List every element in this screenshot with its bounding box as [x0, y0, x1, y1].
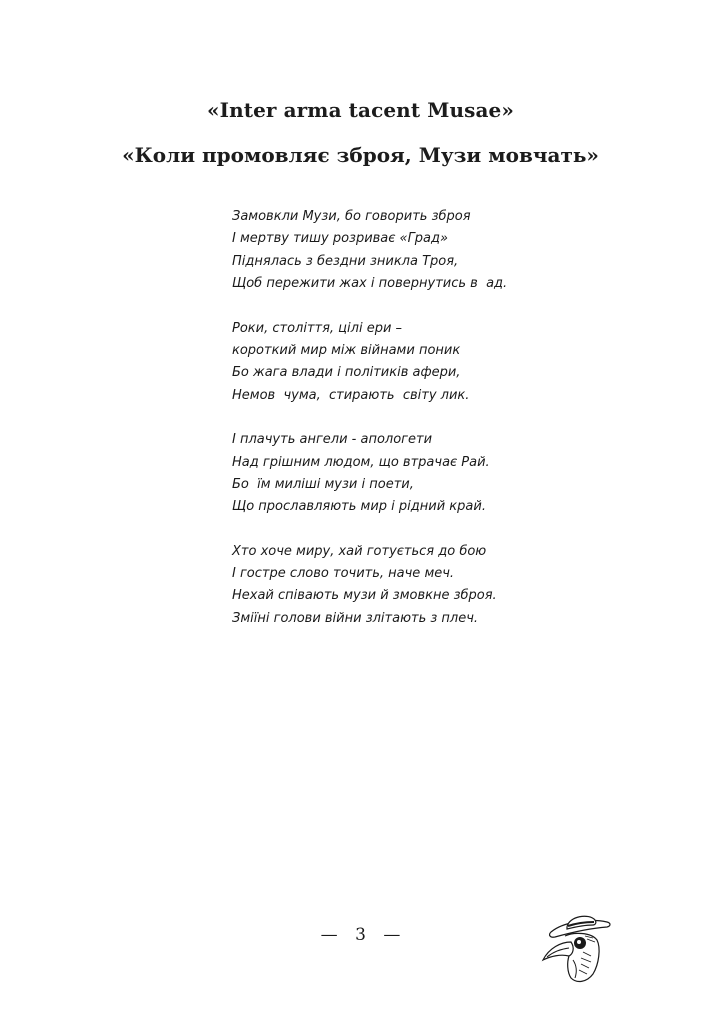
stanza-3 — [232, 429, 672, 519]
page-number: 3 — [355, 925, 366, 945]
title-ukrainian: «Коли промовляє зброя, Музи мовчать» — [122, 143, 599, 167]
poem-line: Бо їм миліші музи і поети, — [232, 476, 414, 492]
poem-line: Піднялась з бездни зникла Троя, — [232, 253, 459, 269]
poem-line: Замовкли Музи, бо говорить зброя — [232, 209, 471, 224]
poem-line: Над грішним людом, що втрачає Рай. — [232, 454, 490, 470]
plague-doctor-mask-icon — [537, 908, 617, 988]
poem-line: Що прославляють мир і рідний край. — [232, 499, 486, 515]
poem-line: Зміїні голови війни злітають з плеч. — [232, 610, 479, 626]
footer-dash-left: — — [320, 925, 338, 945]
poem-line: Немов чума, стирають світу лик. — [232, 387, 470, 403]
stanza-4 — [232, 541, 672, 631]
poem-line: короткий мир між війнами поник — [232, 342, 461, 358]
footer-dash-right: — — [383, 925, 401, 945]
poem-line: І гостре слово точить, наче меч. — [232, 566, 455, 582]
poem-line: Нехай співають музи й змовкне зброя. — [232, 588, 497, 604]
poem-line: Щоб пережити жах і повернутись в ад. — [232, 276, 508, 292]
poem — [232, 206, 672, 652]
stanza-1 — [232, 206, 672, 296]
poem-line: Бо жага влади і політиків афери, — [232, 365, 461, 381]
title-latin: «Inter arma tacent Musae» — [207, 98, 514, 122]
poem-line: І мертву тишу розриває «Град» — [232, 231, 449, 247]
poem-line: І плачуть ангели - апологети — [232, 432, 433, 448]
poem-line: Хто хоче миру, хай готується до бою — [232, 543, 487, 559]
poem-line: Роки, століття, цілі ери – — [232, 320, 403, 336]
stanza-2 — [232, 318, 672, 408]
